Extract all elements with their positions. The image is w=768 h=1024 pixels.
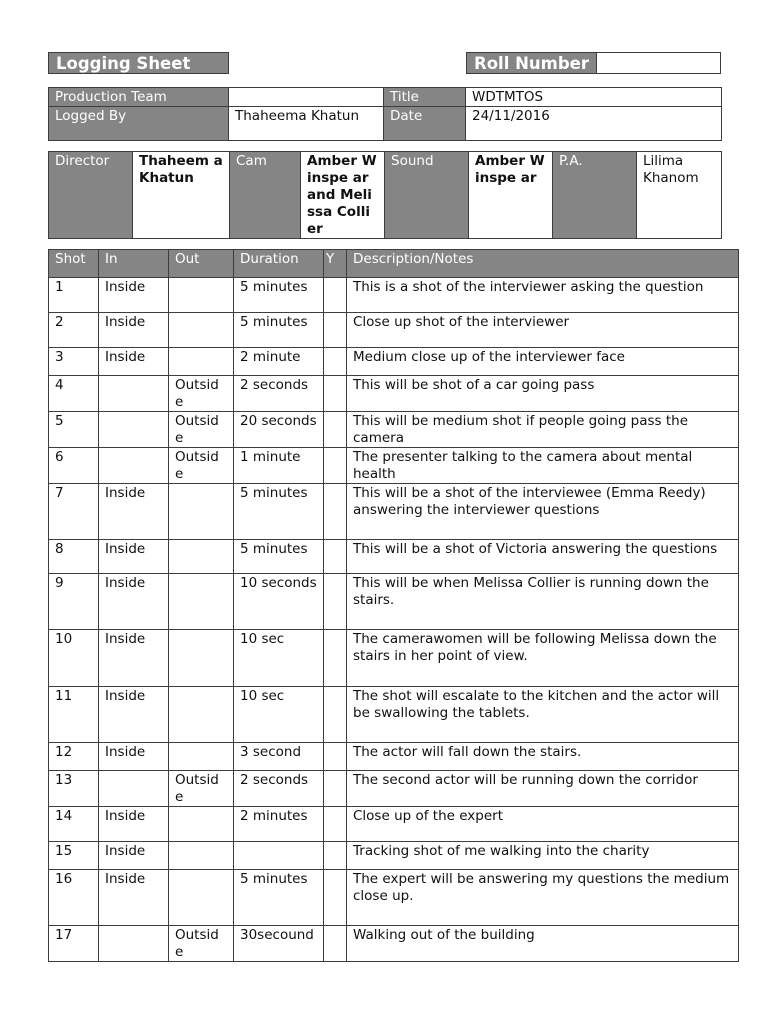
shot-log-table xyxy=(48,249,739,962)
shot-y xyxy=(324,348,347,376)
shot-y xyxy=(324,412,347,448)
shot-in xyxy=(99,771,169,807)
shot-number: 1 xyxy=(49,278,99,313)
column-header-in: In xyxy=(99,250,169,278)
shot-notes: This will be a shot of Victoria answering the questions xyxy=(347,540,739,574)
shot-out: Outside xyxy=(169,926,234,962)
shot-notes: Close up shot of the interviewer xyxy=(347,313,739,348)
shot-out: Outside xyxy=(169,448,234,484)
cam-value: Amber Winspe ar and Melissa Collier xyxy=(301,152,385,239)
sound-value: Amber Winspe ar xyxy=(469,152,553,239)
shot-duration: 20 seconds xyxy=(234,412,324,448)
cam-label: Cam xyxy=(230,152,301,239)
shot-in xyxy=(99,412,169,448)
date-label: Date xyxy=(384,107,466,141)
director-label: Director xyxy=(49,152,133,239)
shot-out xyxy=(169,348,234,376)
shot-in: Inside xyxy=(99,842,169,870)
shot-in xyxy=(99,926,169,962)
shot-out xyxy=(169,484,234,540)
shot-notes: This will be medium shot if people going pass the camera xyxy=(347,412,739,448)
shot-y xyxy=(324,842,347,870)
shot-notes: This is a shot of the interviewer asking the question xyxy=(347,278,739,313)
table-row xyxy=(49,574,739,630)
shot-duration: 10 sec xyxy=(234,687,324,743)
shot-y xyxy=(324,687,347,743)
column-header-shot: Shot xyxy=(49,250,99,278)
table-row xyxy=(49,484,739,540)
shot-notes: Close up of the expert xyxy=(347,807,739,842)
director-value: Thaheem a Khatun xyxy=(133,152,230,239)
shot-out xyxy=(169,574,234,630)
shot-notes: The camerawomen will be following Melissa down the stairs in her point of view. xyxy=(347,630,739,687)
shot-in xyxy=(99,376,169,412)
shot-out xyxy=(169,313,234,348)
crew-table xyxy=(48,151,722,239)
shot-number: 5 xyxy=(49,412,99,448)
table-row xyxy=(49,743,739,771)
shot-in: Inside xyxy=(99,687,169,743)
shot-y xyxy=(324,376,347,412)
column-header-y: Y xyxy=(324,250,347,278)
shot-number: 14 xyxy=(49,807,99,842)
shot-duration xyxy=(234,842,324,870)
production-team-label: Production Team xyxy=(49,88,229,107)
table-row xyxy=(49,412,739,448)
shot-in: Inside xyxy=(99,348,169,376)
shot-notes: This will be when Melissa Collier is running down the stairs. xyxy=(347,574,739,630)
shot-number: 6 xyxy=(49,448,99,484)
shot-y xyxy=(324,448,347,484)
shot-duration: 10 sec xyxy=(234,630,324,687)
shot-y xyxy=(324,771,347,807)
logging-sheet-heading: Logging Sheet xyxy=(48,52,229,74)
shot-number: 15 xyxy=(49,842,99,870)
shot-duration: 2 seconds xyxy=(234,376,324,412)
table-row xyxy=(49,687,739,743)
table-row xyxy=(49,448,739,484)
shot-notes: This will be shot of a car going pass xyxy=(347,376,739,412)
shot-notes: The expert will be answering my questions the medium close up. xyxy=(347,870,739,926)
table-row xyxy=(49,313,739,348)
title-value: WDTMTOS xyxy=(466,88,722,107)
shot-out: Outside xyxy=(169,376,234,412)
shot-duration: 2 minute xyxy=(234,348,324,376)
table-row xyxy=(49,807,739,842)
table-row xyxy=(49,376,739,412)
shot-in xyxy=(99,448,169,484)
shot-in: Inside xyxy=(99,807,169,842)
shot-y xyxy=(324,926,347,962)
shot-number: 3 xyxy=(49,348,99,376)
production-team-value xyxy=(229,88,384,107)
shot-out xyxy=(169,842,234,870)
shot-out xyxy=(169,278,234,313)
shot-duration: 10 seconds xyxy=(234,574,324,630)
table-row xyxy=(49,870,739,926)
shot-log-header-row xyxy=(49,250,739,278)
shot-duration: 2 seconds xyxy=(234,771,324,807)
shot-y xyxy=(324,540,347,574)
date-value: 24/11/2016 xyxy=(466,107,722,141)
shot-y xyxy=(324,743,347,771)
shot-number: 10 xyxy=(49,630,99,687)
production-info-table xyxy=(48,87,722,141)
table-row xyxy=(49,842,739,870)
shot-out xyxy=(169,630,234,687)
shot-out xyxy=(169,540,234,574)
shot-out xyxy=(169,687,234,743)
table-row xyxy=(49,348,739,376)
shot-in: Inside xyxy=(99,313,169,348)
shot-notes: Medium close up of the interviewer face xyxy=(347,348,739,376)
shot-duration: 5 minutes xyxy=(234,870,324,926)
shot-duration: 5 minutes xyxy=(234,540,324,574)
roll-number-label: Roll Number xyxy=(466,52,597,74)
shot-number: 11 xyxy=(49,687,99,743)
shot-notes: The second actor will be running down the corridor xyxy=(347,771,739,807)
pa-value: Lilima Khanom xyxy=(637,152,722,239)
shot-number: 4 xyxy=(49,376,99,412)
shot-notes: The shot will escalate to the kitchen and the actor will be swallowing the tablets. xyxy=(347,687,739,743)
shot-number: 12 xyxy=(49,743,99,771)
shot-y xyxy=(324,807,347,842)
shot-duration: 5 minutes xyxy=(234,278,324,313)
shot-number: 2 xyxy=(49,313,99,348)
table-row xyxy=(49,771,739,807)
shot-y xyxy=(324,870,347,926)
shot-out xyxy=(169,807,234,842)
shot-in: Inside xyxy=(99,743,169,771)
shot-y xyxy=(324,313,347,348)
column-header-out: Out xyxy=(169,250,234,278)
shot-in: Inside xyxy=(99,278,169,313)
shot-number: 7 xyxy=(49,484,99,540)
shot-out: Outside xyxy=(169,412,234,448)
logged-by-value: Thaheema Khatun xyxy=(229,107,384,141)
shot-notes: Tracking shot of me walking into the charity xyxy=(347,842,739,870)
shot-duration: 30secound xyxy=(234,926,324,962)
pa-label: P.A. xyxy=(553,152,637,239)
shot-duration: 2 minutes xyxy=(234,807,324,842)
shot-in: Inside xyxy=(99,540,169,574)
shot-log-body xyxy=(49,278,739,962)
shot-notes: The presenter talking to the camera about mental health xyxy=(347,448,739,484)
shot-duration: 5 minutes xyxy=(234,484,324,540)
shot-number: 9 xyxy=(49,574,99,630)
shot-notes: The actor will fall down the stairs. xyxy=(347,743,739,771)
table-row xyxy=(49,278,739,313)
column-header-description: Description/Notes xyxy=(347,250,739,278)
shot-number: 16 xyxy=(49,870,99,926)
shot-duration: 3 second xyxy=(234,743,324,771)
shot-number: 17 xyxy=(49,926,99,962)
shot-notes: This will be a shot of the interviewee (Emma Reedy) answering the interviewer questions xyxy=(347,484,739,540)
table-row xyxy=(49,926,739,962)
shot-in: Inside xyxy=(99,574,169,630)
shot-number: 13 xyxy=(49,771,99,807)
shot-in: Inside xyxy=(99,484,169,540)
roll-number-field[interactable] xyxy=(596,52,721,74)
shot-in: Inside xyxy=(99,870,169,926)
shot-notes: Walking out of the building xyxy=(347,926,739,962)
sound-label: Sound xyxy=(385,152,469,239)
shot-y xyxy=(324,278,347,313)
shot-y xyxy=(324,484,347,540)
shot-out xyxy=(169,870,234,926)
shot-out: Outside xyxy=(169,771,234,807)
shot-number: 8 xyxy=(49,540,99,574)
shot-in: Inside xyxy=(99,630,169,687)
column-header-duration: Duration xyxy=(234,250,324,278)
logged-by-label: Logged By xyxy=(49,107,229,141)
title-label: Title xyxy=(384,88,466,107)
shot-duration: 5 minutes xyxy=(234,313,324,348)
table-row xyxy=(49,630,739,687)
shot-duration: 1 minute xyxy=(234,448,324,484)
shot-y xyxy=(324,630,347,687)
shot-y xyxy=(324,574,347,630)
shot-out xyxy=(169,743,234,771)
table-row xyxy=(49,540,739,574)
